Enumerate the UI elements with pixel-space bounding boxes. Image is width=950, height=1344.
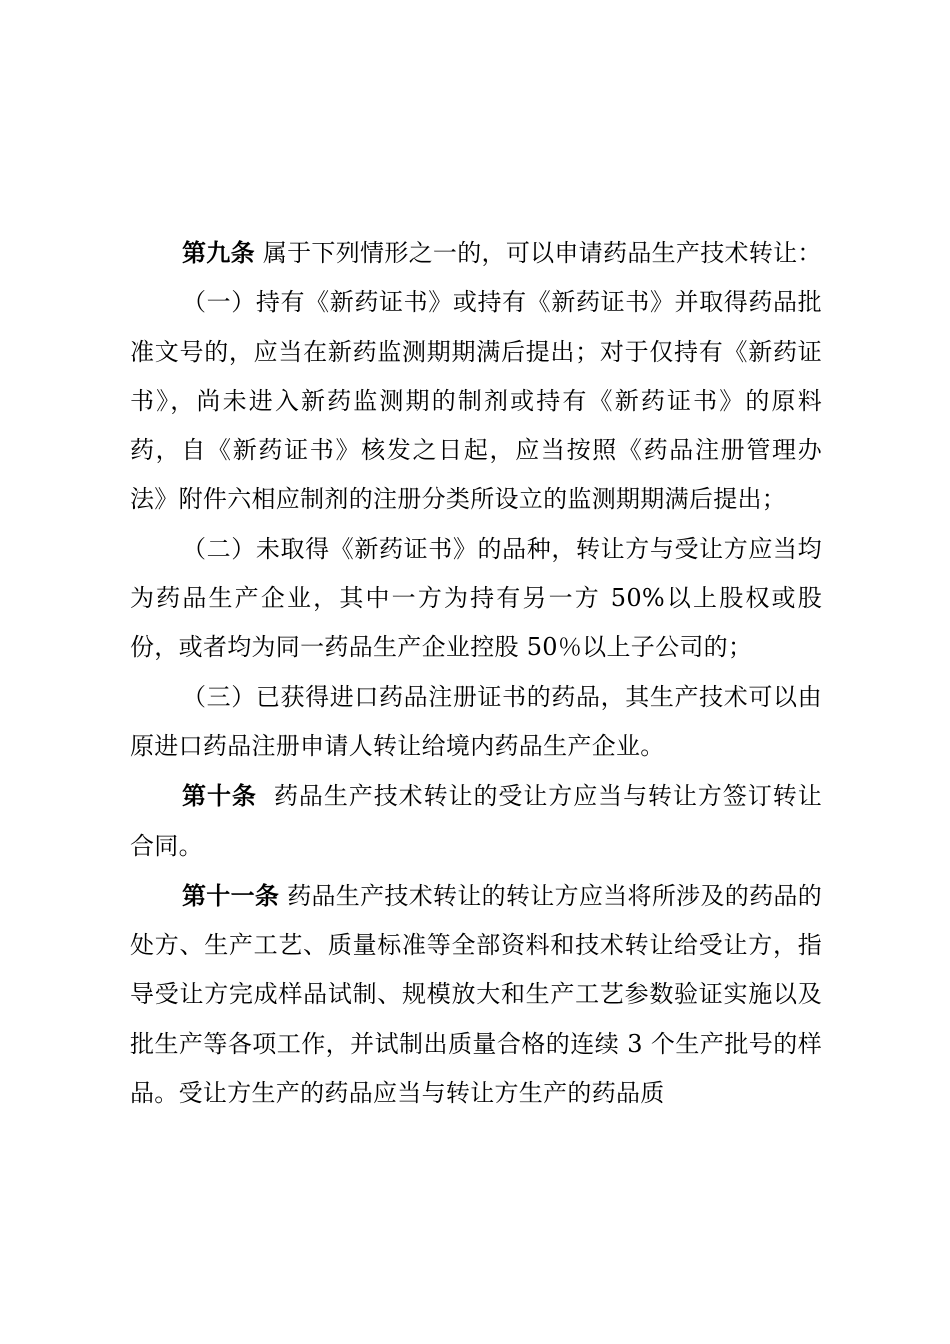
article-9-title: 第九条	[182, 238, 255, 267]
article-9-text: 属于下列情形之一的，可以申请药品生产技术转让：	[254, 239, 822, 267]
clause-2-text: （二）未取得《新药证书》的品种，转让方与受让方应当均为药品生产企业，其中一方为持有另一方 50%以上股权或股份，或者均为同一药品生产企业控股 50％以上子公司的；	[130, 534, 822, 662]
clause-3-paragraph	[130, 673, 822, 772]
article-11-title: 第十一条	[182, 880, 280, 910]
clause-1-text: （一）持有《新药证书》或持有《新药证书》并取得药品批准文号的，应当在新药监测期期满后提出；对于仅持有《新药证书》，尚未进入新药监测期的制剂或持有《新药证书》的原料药，自《新药证书》核发之日起，应当按照《药品注册管理办法》附件六相应制剂的注册分类所设立的监测期期满后提出；	[130, 288, 822, 514]
article-11-text: 药品生产技术转让的转让方应当将所涉及的药品的处方、生产工艺、质量标准等全部资料和技术转让给受让方，指导受让方完成样品试制、规模放大和生产工艺参数验证实施以及批生产等各项工作，并试制出质量合格的连续 3 个生产批号的样品。受让方生产的药品应当与转让方生产的药品质	[130, 881, 823, 1108]
article-10-paragraph	[130, 771, 822, 871]
article-9-paragraph	[130, 228, 822, 278]
article-11-paragraph	[130, 871, 822, 1118]
article-10-title: 第十条	[182, 781, 257, 811]
article-10-text: 药品生产技术转让的受让方应当与转让方签订转让合同。	[130, 782, 822, 860]
document-body	[130, 228, 822, 1118]
clause-3-text: （三）已获得进口药品注册证书的药品，其生产技术可以由原进口药品注册申请人转让给境内药品生产企业。	[130, 682, 822, 760]
clause-2-paragraph	[130, 525, 822, 673]
clause-1-paragraph	[130, 278, 822, 524]
